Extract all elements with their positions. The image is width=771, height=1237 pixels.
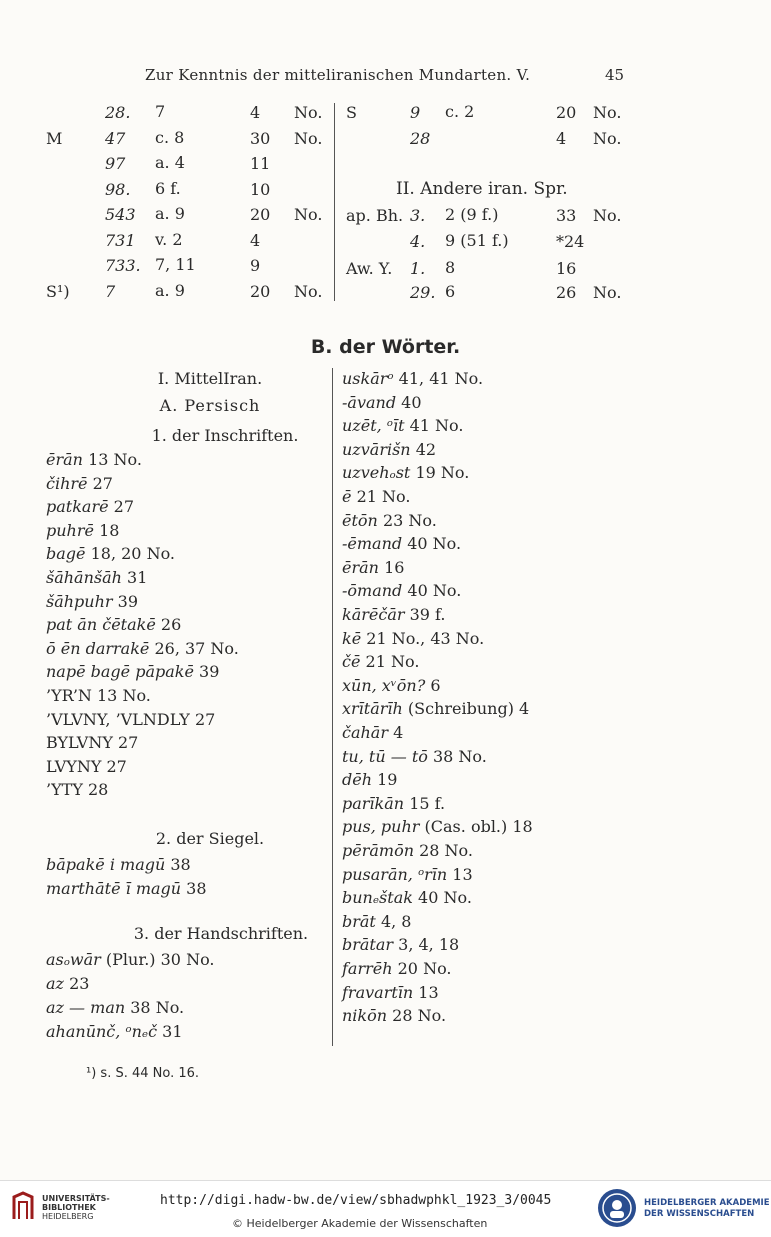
table-ref: 7: [105, 281, 116, 301]
index-entry: [342, 440, 436, 460]
index-entry: [46, 733, 138, 753]
table-ref: 4.: [410, 232, 426, 251]
table-count: 9: [250, 256, 261, 275]
entry-reference: 21 No.: [365, 652, 420, 672]
index-entry: [46, 544, 175, 564]
entry-word: ērān: [46, 450, 83, 469]
table-ref: 28.: [105, 103, 131, 122]
page-number: 45: [605, 66, 625, 84]
entry-word: xrītārīh: [342, 699, 403, 719]
entry-reference: 21 No., 43 No.: [366, 628, 485, 648]
index-entry: [342, 959, 452, 979]
university-library-logo-icon: [10, 1191, 36, 1223]
entry-reference: 13: [418, 982, 439, 1002]
table-no: No.: [593, 206, 622, 225]
entry-reference: 15 f.: [409, 793, 446, 813]
table-subheading: II. Andere iran. Spr.: [396, 179, 568, 199]
index-entry: [342, 912, 411, 932]
entry-word: -āvand: [342, 392, 397, 412]
table-no: No.: [294, 103, 323, 122]
table-siglum: S: [346, 103, 357, 122]
table-number: 2 (9 f.): [445, 205, 499, 224]
table-siglum: S¹): [46, 281, 70, 301]
index-entry: [342, 511, 437, 531]
column-divider: [332, 368, 333, 1046]
table-no: No.: [593, 103, 622, 122]
footnote: ¹) s. S. 44 No. 16.: [86, 1066, 200, 1081]
table-ref: 98.: [105, 179, 131, 199]
table-number: a. 9: [155, 204, 185, 223]
entry-reference: 26: [160, 615, 182, 635]
entry-reference: 19 No.: [415, 463, 470, 483]
table-number: 7, 11: [155, 255, 196, 274]
index-entry: [342, 747, 487, 767]
index-entry: [46, 950, 215, 970]
table-no: No.: [593, 283, 622, 302]
index-entry: [342, 1006, 446, 1026]
index-entry: [342, 652, 419, 672]
table-number: 7: [155, 102, 166, 121]
entry-word: čihrē: [46, 473, 88, 493]
index-entry: [46, 974, 89, 994]
table-count: 4: [250, 230, 261, 250]
index-entry: [342, 794, 445, 814]
entry-word: xūn, xᵛōn?: [342, 675, 426, 695]
index-entry: [46, 521, 119, 541]
entry-reference: 39: [199, 662, 220, 682]
index-entry: [46, 662, 219, 682]
table-no: No.: [593, 129, 622, 148]
entry-word: napē bagē pāpakē: [46, 662, 194, 682]
entry-word: pusarān, ᵒrīn: [342, 864, 448, 884]
index-entry: [342, 865, 473, 885]
table-siglum: ap. Bh.: [346, 206, 404, 225]
entry-word: nikōn: [342, 1006, 388, 1026]
entry-reference: 40 No.: [418, 888, 472, 908]
index-entry: [46, 474, 113, 494]
index-entry: [46, 998, 184, 1018]
index-entry: [342, 723, 403, 743]
entry-word: fravartīn: [342, 982, 414, 1002]
entry-word: kē: [342, 628, 362, 648]
entry-word: bagē: [46, 544, 86, 564]
table-number: c. 2: [445, 102, 475, 121]
index-entry: [342, 841, 473, 861]
table-count: 20: [250, 281, 271, 301]
index-entry: [342, 463, 469, 483]
entry-reference: 40 No.: [407, 534, 462, 554]
university-library-logo-text: UNIVERSITÄTS- BIBLIOTHEK HEIDELBERG: [42, 1194, 110, 1221]
entry-reference: 42: [415, 439, 437, 459]
table-count: 26: [556, 283, 577, 302]
entry-word: -ēmand: [342, 534, 403, 554]
table-count: *24: [556, 232, 585, 251]
index-entry: [342, 393, 422, 413]
table-number: 6 f.: [155, 178, 181, 198]
heading-handschriften: 3. der Handschriften.: [133, 924, 309, 943]
entry-reference: (Plur.) 30 No.: [105, 950, 215, 969]
table-no: No.: [294, 281, 323, 301]
entry-word: čahār: [342, 723, 388, 742]
source-url-link[interactable]: http://digi.hadw-bw.de/view/sbhadwphkl_1923_3/0045: [160, 1193, 552, 1208]
entry-reference: 28 No.: [419, 841, 473, 860]
table-count: 30: [250, 128, 271, 148]
index-entry: [46, 686, 151, 706]
entry-reference: 18: [99, 520, 120, 540]
entry-reference: 40: [401, 392, 422, 412]
index-entry: [46, 710, 215, 730]
entry-word: uzēt, ᵒīt: [342, 416, 405, 436]
entry-reference: 27: [113, 497, 135, 517]
entry-word: šāhpuhr: [46, 591, 113, 611]
table-ref: 733.: [105, 256, 141, 275]
entry-reference: 21 No.: [356, 487, 411, 506]
entry-word: ahanūnč, ᵒnₑč: [46, 1022, 158, 1041]
index-entry: [342, 487, 410, 507]
entry-reference: ’YTY 28: [46, 780, 109, 800]
index-entry: [342, 558, 404, 578]
table-ref: 97: [105, 154, 126, 173]
index-entry: [342, 699, 529, 719]
index-entry: [342, 770, 397, 790]
entry-word: uzvehₒst: [342, 463, 411, 483]
entry-word: farrēh: [342, 959, 393, 978]
entry-word: pus, puhr: [342, 817, 420, 837]
entry-word: uzvārišn: [342, 439, 411, 459]
table-count: 4: [250, 103, 261, 122]
index-entry: [342, 888, 472, 908]
index-entry: [342, 605, 445, 625]
entry-reference: 38: [170, 855, 191, 874]
entry-word: pērāmōn: [342, 841, 415, 860]
entry-reference: ’VLVNY, ’VLNDLY 27: [46, 709, 216, 729]
entry-reference: 28 No.: [392, 1006, 447, 1026]
table-number: 8: [445, 258, 456, 277]
entry-reference: 19: [377, 770, 398, 790]
entry-reference: 4: [393, 723, 404, 742]
table-count: 20: [556, 103, 577, 122]
index-entry: [46, 639, 239, 659]
heading-siegel: 2. der Siegel.: [155, 829, 265, 848]
table-number: 9 (51 f.): [445, 231, 509, 250]
entry-word: tu, tū — tō: [342, 746, 428, 766]
section-title: B. der Wörter.: [310, 336, 461, 358]
entry-word: patkarē: [46, 497, 109, 517]
entry-word: ētōn: [342, 510, 378, 530]
table-ref: 28: [410, 129, 431, 148]
index-entry: [342, 369, 483, 389]
table-no: No.: [294, 128, 323, 148]
table-siglum: M: [46, 128, 63, 148]
entry-reference: 4, 8: [380, 911, 412, 931]
table-ref: 3.: [410, 206, 426, 225]
entry-reference: 18, 20 No.: [90, 544, 176, 564]
table-ref: 47: [105, 128, 126, 148]
table-no: No.: [294, 205, 323, 224]
copyright-notice: © Heidelberger Akademie der Wissenschaften: [232, 1217, 488, 1230]
entry-reference: 23: [69, 974, 90, 993]
index-entry: [46, 1022, 183, 1042]
entry-word: asₒwār: [46, 950, 101, 969]
table-ref: 731: [105, 230, 136, 250]
entry-word: bāpakē i magū: [46, 855, 166, 874]
entry-reference: ’YR’N 13 No.: [46, 686, 151, 705]
entry-reference: (Cas. obl.) 18: [424, 817, 533, 837]
table-number: c. 8: [155, 127, 185, 147]
index-entry: [342, 935, 459, 955]
entry-word: pat ān čētakē: [46, 615, 156, 635]
entry-word: dēh: [342, 770, 373, 790]
table-count: 20: [250, 205, 271, 224]
entry-word: ērān: [342, 557, 379, 577]
index-entry: [46, 592, 138, 612]
entry-reference: 31: [162, 1022, 183, 1041]
table-count: 11: [250, 154, 271, 173]
entry-reference: BYLVNY 27: [46, 733, 139, 753]
table-divider: [334, 103, 335, 301]
index-entry: [46, 450, 142, 470]
entry-reference: (Schreibung) 4: [407, 699, 530, 719]
index-entry: [342, 416, 464, 436]
table-number: 6: [445, 282, 456, 301]
entry-word: marthātē ī magū: [46, 879, 182, 898]
entry-word: brātar: [342, 935, 394, 955]
entry-word: -ōmand: [342, 581, 403, 601]
entry-reference: 31: [127, 568, 148, 587]
table-ref: 543: [105, 205, 136, 224]
table-ref: 1.: [410, 259, 426, 278]
academy-seal-icon: [598, 1189, 636, 1227]
academy-logo-text: HEIDELBERGER AKADEMIE DER WISSENSCHAFTEN: [644, 1198, 770, 1219]
index-entry: [342, 817, 533, 837]
entry-reference: LVYNY 27: [46, 756, 127, 776]
running-title: Zur Kenntnis der mitteliranischen Mundarten. V.: [145, 66, 531, 84]
entry-reference: 20 No.: [397, 959, 452, 978]
index-entry: [342, 534, 461, 554]
entry-word: ō ēn darrakē: [46, 638, 150, 658]
table-number: a. 9: [155, 280, 185, 300]
entry-reference: 39 f.: [409, 605, 446, 624]
entry-word: brāt: [342, 911, 376, 931]
footer-bar: [0, 1180, 771, 1237]
table-ref: 29.: [410, 283, 436, 302]
entry-reference: 26, 37 No.: [154, 638, 239, 658]
entry-word: uskārᵒ: [342, 369, 394, 388]
entry-reference: 13: [452, 864, 473, 884]
table-count: 33: [556, 206, 577, 225]
index-entry: [46, 879, 207, 899]
entry-word: čē: [342, 652, 361, 672]
table-number: a. 4: [155, 153, 185, 172]
table-number: v. 2: [155, 229, 183, 249]
entry-word: parīkān: [342, 793, 405, 813]
index-entry: [342, 629, 484, 649]
entry-word: az — man: [46, 998, 126, 1017]
index-entry: [46, 568, 147, 588]
table-ref: 9: [410, 103, 421, 122]
index-entry: [342, 983, 439, 1003]
entry-word: ē: [342, 487, 352, 506]
entry-reference: 39: [117, 591, 139, 611]
entry-word: puhrē: [46, 520, 94, 540]
entry-reference: 16: [384, 557, 405, 577]
entry-reference: 3, 4, 18: [398, 935, 460, 955]
entry-word: az: [46, 974, 64, 993]
index-entry: [342, 581, 461, 601]
entry-word: šāhānšāh: [46, 568, 122, 587]
heading-persisch: A. Persisch: [159, 396, 261, 415]
entry-word: bunₑštak: [342, 888, 413, 908]
table-count: 10: [250, 179, 271, 199]
entry-reference: 41 No.: [409, 416, 464, 436]
index-entry: [46, 757, 127, 777]
index-entry: [46, 855, 191, 875]
entry-reference: 27: [92, 473, 113, 493]
table-count: 4: [556, 129, 567, 148]
index-entry: [46, 780, 108, 800]
entry-reference: 38: [186, 879, 207, 898]
entry-reference: 38 No.: [130, 998, 185, 1017]
entry-reference: 23 No.: [382, 510, 437, 530]
index-entry: [46, 497, 134, 517]
entry-reference: 6: [430, 675, 441, 695]
entry-reference: 41, 41 No.: [398, 369, 484, 388]
entry-reference: 38 No.: [432, 746, 487, 766]
table-count: 16: [556, 259, 577, 278]
table-siglum: Aw. Y.: [346, 259, 393, 278]
index-entry: [342, 676, 441, 696]
entry-reference: 13 No.: [88, 450, 142, 469]
heading-mitteliran: I. MittelIran.: [157, 369, 263, 388]
heading-inschriften: 1. der Inschriften.: [151, 426, 299, 445]
entry-reference: 40 No.: [407, 581, 462, 601]
entry-word: kārēčār: [342, 605, 405, 624]
index-entry: [46, 615, 181, 635]
